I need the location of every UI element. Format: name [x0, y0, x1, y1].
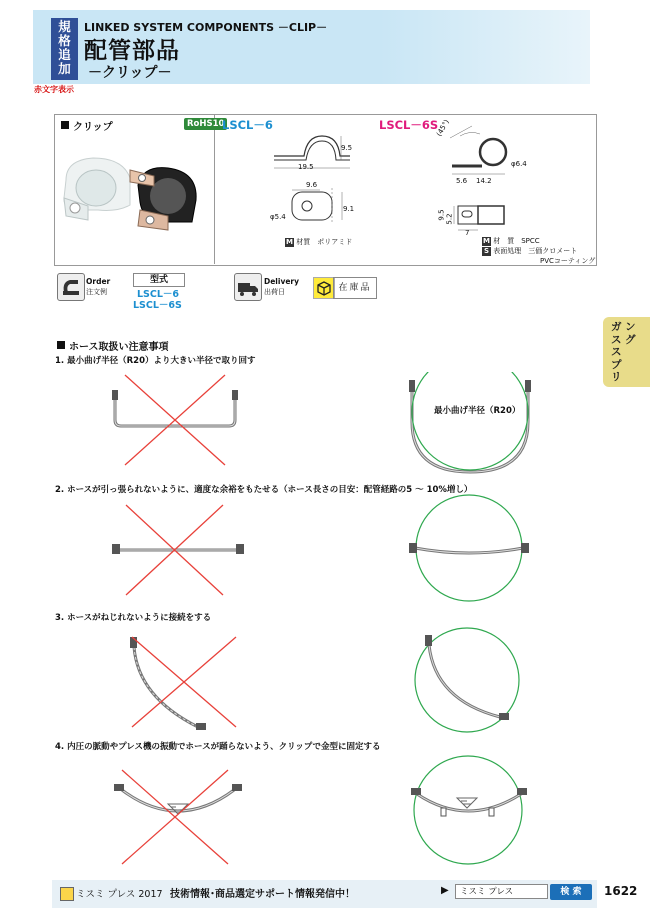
model-lscl-6s: LSCL－6S [379, 118, 439, 132]
page-number: 1622 [604, 884, 638, 898]
note-3: 3. ホースがねじれないように接続をする [55, 613, 212, 623]
new-spec-tag-text: 規 格 追 加 [58, 19, 71, 76]
order-label-en: Order [86, 277, 111, 286]
illustration-4-bad [108, 762, 248, 872]
product-box-divider [214, 114, 215, 264]
notes-section-label: ホース取扱い注意事項 [69, 342, 169, 353]
dim-7: 7 [465, 229, 470, 237]
search-button[interactable]: 検 索 [550, 884, 592, 900]
type-code-1: LSCL－6 [137, 289, 180, 300]
dim-9-5: 9.5 [341, 144, 353, 152]
dim-9-5-b: 9.5 [437, 209, 446, 221]
spec-material-a: M 材質 ポリアミド [286, 237, 353, 246]
spec-row: PVCコーティング [540, 257, 596, 265]
product-section-label: クリップ [73, 122, 113, 133]
order-label-jp: 注文例 [86, 288, 107, 296]
illustration-4-good [405, 752, 535, 872]
delivery-label-jp: 出荷日 [264, 288, 285, 296]
lscl-6s-drawing [430, 122, 540, 252]
side-tab-label: ガ ス ス プ リ [611, 321, 622, 383]
misumi-logo-icon [60, 887, 74, 901]
stock-label: 在庫品 [333, 277, 377, 299]
radius-label: 最小曲げ半径（R20） [434, 406, 521, 416]
side-tab-label-2: ン グ [625, 321, 636, 346]
footer-brand: ミスミ プレス 2017 [76, 889, 163, 900]
header-band-fade [380, 10, 590, 84]
delivery-truck-icon [234, 273, 262, 301]
footer-message: 技術情報･商品選定サポート情報発信中！ [170, 889, 355, 900]
dim-14-2: 14.2 [476, 177, 492, 185]
triangle-arrow-icon: ▶ [441, 885, 449, 896]
dim-45deg: (45°) [435, 118, 451, 138]
dim-19-5: 19.5 [298, 163, 314, 171]
spec-table-b [482, 236, 595, 266]
illustration-2-bad [108, 500, 248, 600]
stock-box-icon [313, 277, 335, 299]
note-2: 2. ホースが引っ張られないように、適度な余裕をもたせる（ホース長さの目安：配管経路の5 ～ 10%増し） [55, 485, 473, 495]
illustration-3-bad [118, 627, 248, 737]
category-title: LINKED SYSTEM COMPONENTS －CLIP－ [84, 21, 328, 34]
delivery-label-en: Delivery [264, 277, 300, 286]
section-square-icon [61, 121, 69, 129]
type-header: 型式 [133, 273, 185, 287]
illustration-1-circle [398, 372, 543, 482]
illustration-3-good [405, 625, 530, 735]
page-subtitle: －クリップ－ [88, 65, 172, 81]
red-text-note: 赤文字表示 [34, 85, 74, 94]
order-icon [57, 273, 85, 301]
dim-9-6: 9.6 [306, 181, 318, 189]
clip-photo [58, 140, 208, 250]
dim-5-2: 5.2 [445, 213, 454, 225]
section-square-icon [57, 341, 65, 349]
type-code-2: LSCL－6S [133, 300, 182, 311]
illustration-1-bad [105, 370, 245, 470]
spec-row: M 材 質 SPCC [483, 236, 540, 245]
rohs-badge: RoHS10 [184, 118, 227, 130]
search-input[interactable]: ミスミ プレス [455, 884, 548, 899]
dim-5-6: 5.6 [456, 177, 468, 185]
illustration-2-good [405, 493, 535, 603]
dim-phi-5-4: φ5.4 [270, 213, 286, 221]
note-4: 4. 内圧の脈動やプレス機の振動でホースが踊らないよう、クリップで金型に固定する [55, 742, 381, 752]
material-badge: M [286, 237, 293, 246]
note-1: 1. 最小曲げ半径（R20）より大きい半径で取り回す [55, 356, 256, 366]
dim-phi-6-4: φ6.4 [511, 160, 527, 168]
spec-row: S 表面処理 三価クロメート [483, 246, 578, 255]
dim-9-1: 9.1 [343, 205, 355, 213]
model-lscl-6: LSCL－6 [222, 118, 273, 132]
page-title: 配管部品 [84, 38, 180, 64]
